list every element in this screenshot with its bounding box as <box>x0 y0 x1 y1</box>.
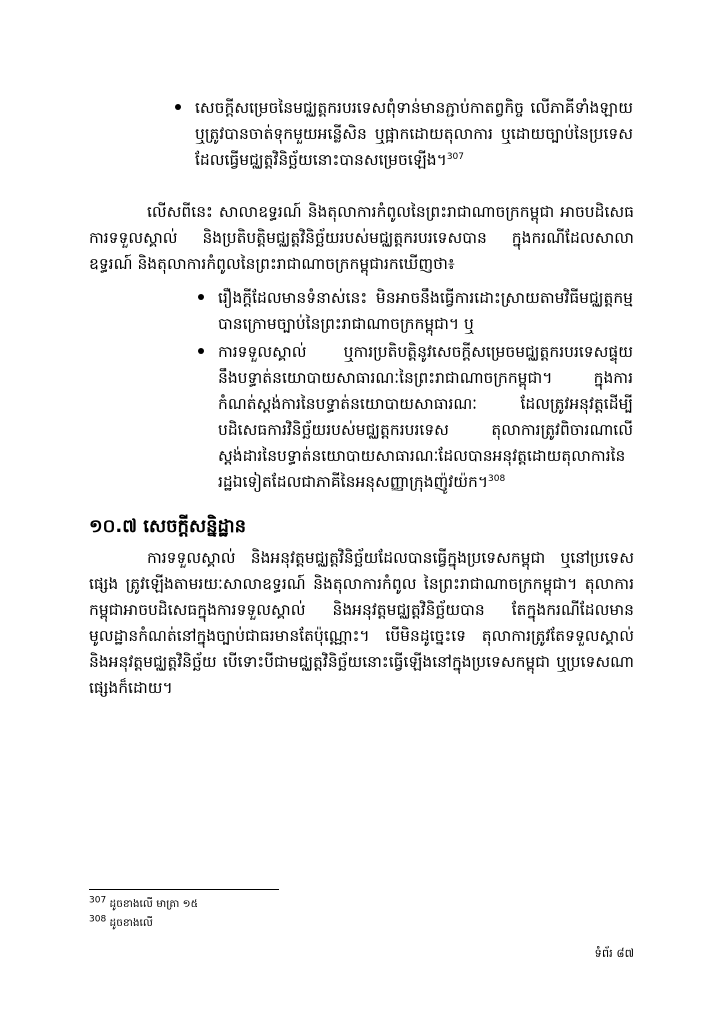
bullet-list-mid <box>218 285 633 495</box>
footnote-ref[interactable]: 307 <box>446 151 464 162</box>
paragraph-1: លើសពីនេះ សាលាឧទ្ធរណ៍ និងតុលាការកំពូលនៃព្រះរាជាណាចក្រកម្ពុជា អាចបដិសេធការទទួលស្គាល់ និងប្រតិបត្តិមជ្ឈត្តវិនិច្ឆ័យរបស់មជ្ឈត្តករបរទេសបាន ក្នុងករណីដែលសាលាឧទ្ធរណ៍ និងតុលាការកំពូលនៃព្រះរាជាណាចក្រកម្ពុជារកឃើញថា៖ <box>89 203 634 273</box>
footnote-divider <box>89 889 279 890</box>
bullet-dot-icon <box>198 348 204 354</box>
section-heading: ១០.៧ សេចក្តីសន្និដ្ឋាន <box>89 516 247 537</box>
bullet-list-top <box>195 95 633 173</box>
bullet-text: សេចក្តីសម្រេចនៃមជ្ឈត្តករបរទេសពុំទាន់មានភ្ជាប់កាតព្វកិច្ច លើភាគីទាំងឡាយ ឬត្រូវបានចាត់ទុកមួយអន្លើសិន ឬផ្អាកដោយតុលាការ ឬដោយច្បាប់នៃប្រទេសដែលធ្វើមជ្ឈត្តវិនិច្ឆ័យនោះបានសម្រេចឡើង។ <box>195 99 633 169</box>
page-number: ទំព័រ ៨៧ <box>594 946 634 960</box>
footnote-number: 307 <box>89 895 107 906</box>
footnote-307 <box>89 896 198 912</box>
footnote-text: ដូចខាងលើ មាត្រា ១៥ <box>109 898 199 910</box>
bullet-text: រឿងក្តីដែលមានទំនាស់នេះ មិនអាចនឹងធ្វើការដោះស្រាយតាមវិធីមជ្ឈត្តកម្មបានក្រោមច្បាប់នៃព្រះរាជាណាចក្រកម្ពុជា។ ឬ <box>218 289 633 333</box>
footnote-text: ដូចខាងលើ <box>109 917 153 929</box>
footnote-308 <box>89 915 153 931</box>
footnote-number: 308 <box>89 914 107 925</box>
bullet-dot-icon <box>198 294 204 300</box>
bullet-item <box>218 339 633 495</box>
section-body: ការទទួលស្គាល់ និងអនុវត្តមជ្ឈត្តវិនិច្ឆ័យដែលបានធ្វើក្នុងប្រទេសកម្ពុជា ឬនៅប្រទេសផ្សេង ត្រូវឡើងតាមរយៈសាលាឧទ្ធរណ៍ និងតុលាការកំពូល នៃព្រះរាជាណាចក្រកម្ពុជា។ តុលាការកម្ពុជាអាចបដិសេធក្នុងការទទួលស្គាល់ និងអនុវត្តមជ្ឈត្តវិនិច្ឆ័យបាន តែក្នុងករណីដែលមានមូលដ្ឋានកំណត់នៅក្នុងច្បាប់ជាធរមានតែប៉ុណ្ណោះ។ បើមិនដូច្នេះទេ តុលាការត្រូវតែទទួលស្គាល់ និងអនុវត្តមជ្ឈត្តវិនិច្ឆ័យ បើទោះបីជាមជ្ឈត្តវិនិច្ឆ័យនោះធ្វើឡើងនៅក្នុងប្រទេសកម្ពុជា ឬប្រទេសណាផ្សេងក៏ដោយ។ <box>89 549 634 697</box>
footnote-ref[interactable]: 308 <box>488 473 506 484</box>
bullet-item <box>218 285 633 337</box>
bullet-item <box>195 95 633 173</box>
bullet-text: ការទទួលស្គាល់ ឬការប្រតិបត្តិនូវសេចក្តីសម្រេចមជ្ឈត្តករបរទេសផ្ទុយនឹងបទ្ធាត់នយោបាយសាធារណៈនៃព្រះរាជាណាចក្រកម្ពុជា។ ក្នុងការកំណត់ស្តង់ការនៃបទ្ធាត់នយោបាយសាធារណៈ ដែលត្រូវអនុវត្តដើម្បីបដិសេធការវិនិច្ឆ័យរបស់មជ្ឈត្តករបរទេស តុលាការត្រូវពិចារណាលើស្តង់ដារនៃបទ្ធាត់នយោបាយសាធារណៈដែលបានអនុវត្តដោយតុលាការនៃរដ្ឋឯទៀតដែលជាភាគីនៃអនុសញ្ញាក្រុងញ៉ូវយ៉ក។ <box>218 343 633 491</box>
bullet-dot-icon <box>175 104 181 110</box>
